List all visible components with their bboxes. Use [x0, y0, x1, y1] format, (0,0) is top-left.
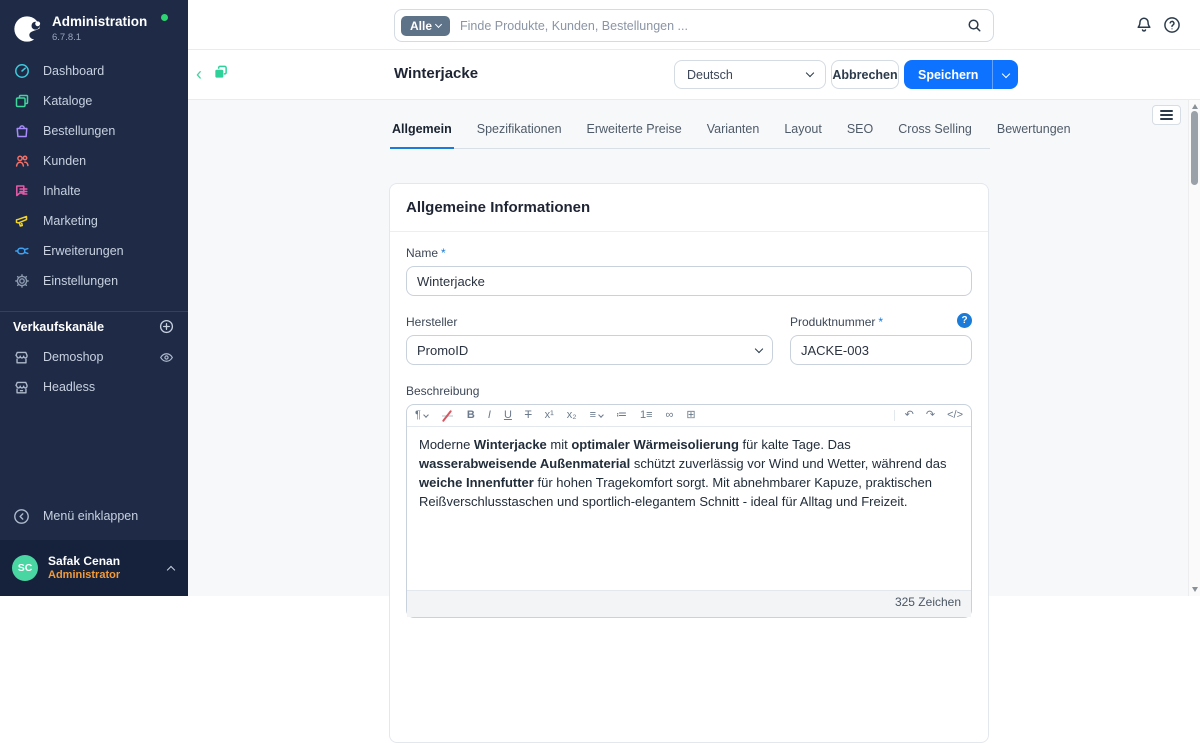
text-color-icon[interactable]	[441, 410, 454, 422]
save-button[interactable]: Speichern	[904, 60, 1018, 89]
search-icon	[967, 18, 982, 33]
page-header	[188, 50, 1200, 100]
chevron-down-icon	[806, 69, 814, 77]
paragraph-format-icon[interactable]: ¶	[415, 410, 428, 421]
cancel-button[interactable]: Abbrechen	[831, 60, 899, 89]
page-title: Winterjacke	[394, 65, 479, 82]
back-chevron-icon[interactable]: ‹	[196, 64, 202, 84]
tab-spezifikationen[interactable]: Spezifikationen	[476, 122, 562, 136]
product-number-label: Produktnummer *	[790, 315, 884, 329]
numbered-list-icon[interactable]: 1≡	[640, 409, 653, 421]
tab-allgemein[interactable]: Allgemein	[390, 114, 454, 149]
manufacturer-label: Hersteller	[406, 315, 458, 329]
tab-erweiterte-preise[interactable]: Erweiterte Preise	[586, 122, 682, 136]
avatar: SC	[12, 555, 38, 581]
subscript-icon[interactable]: x₂	[566, 409, 577, 421]
sidebar-item-label: Marketing	[43, 214, 98, 228]
save-split-dropdown[interactable]	[992, 60, 1018, 89]
duplicate-icon[interactable]	[213, 65, 228, 85]
marketing-icon	[13, 213, 30, 230]
scroll-down-arrow[interactable]	[1192, 587, 1198, 592]
undo-icon[interactable]: ↶	[904, 409, 914, 421]
sidebar-item-label: Erweiterungen	[43, 244, 124, 258]
collapse-circle-icon	[13, 508, 30, 525]
global-search[interactable]	[394, 9, 994, 42]
chevron-down-icon	[755, 344, 763, 352]
sidebar-item-kunden[interactable]	[0, 146, 188, 176]
language-select[interactable]: Deutsch	[674, 60, 826, 89]
sidebar-header	[0, 0, 188, 46]
rich-text-editor	[406, 404, 972, 618]
sidebar-item-headless[interactable]	[0, 372, 188, 402]
shopware-logo-icon	[12, 14, 42, 44]
description-content[interactable]: Moderne Winterjacke mit optimaler Wärmeisolierung für kalte Tage. Das wasserabweisende Außenmaterial schützt zuverlässig vor Wind und Wetter, während das weiche Innenfutter für hohen Tragekomfort sorgt. Mit abnehmbarer Kapuze, praktischen Reißverschlusstaschen und sportlich-elegantem Schnitt - ideal für Alltag und Freizeit.	[419, 437, 947, 509]
char-count: 325 Zeichen	[407, 590, 971, 617]
user-role: Administrator	[48, 568, 121, 581]
bold-icon[interactable]: B	[466, 409, 475, 421]
chevron-up-icon	[167, 565, 175, 573]
card-title: Allgemeine Informationen	[390, 184, 988, 232]
sidebar-item-einstellungen[interactable]	[0, 266, 188, 296]
main-content	[188, 100, 1200, 609]
sales-channels-heading: Verkaufskanäle	[0, 318, 188, 336]
scrollbar[interactable]	[1188, 100, 1200, 596]
name-input[interactable]	[406, 266, 972, 296]
sidebar-item-demoshop[interactable]	[0, 342, 188, 372]
tab-varianten[interactable]: Varianten	[706, 122, 760, 136]
description-label: Beschreibung	[406, 384, 480, 398]
extensions-icon	[13, 243, 30, 260]
sidebar-item-label: Dashboard	[43, 64, 105, 78]
sales-channel-label: Headless	[43, 380, 96, 394]
customers-icon	[13, 153, 30, 170]
app-version: 6.7.8.1	[52, 31, 82, 43]
storefront-icon	[13, 349, 30, 366]
info-icon[interactable]: ?	[957, 313, 972, 328]
sidebar-item-label: Bestellungen	[43, 124, 116, 138]
link-icon[interactable]: ∞	[665, 409, 674, 421]
storefront-icon	[13, 379, 30, 396]
sidebar-divider	[0, 311, 188, 312]
content-icon	[13, 183, 30, 200]
sidebar-item-label: Inhalte	[43, 184, 81, 198]
topbar	[188, 0, 1200, 50]
editor-toolbar-right	[894, 410, 963, 421]
sidebar-item-label: Einstellungen	[43, 274, 119, 288]
redo-icon[interactable]: ↷	[925, 409, 936, 421]
help-icon[interactable]	[1160, 13, 1184, 37]
app-title: Administration	[52, 14, 148, 30]
collapse-menu-button[interactable]	[0, 502, 188, 530]
sidebar-item-label: Kunden	[43, 154, 87, 168]
general-info-card	[389, 183, 989, 743]
add-sales-channel-icon[interactable]	[159, 319, 174, 336]
orders-icon	[13, 123, 30, 140]
sales-channel-list	[0, 342, 188, 402]
sidebar-item-label: Kataloge	[43, 94, 93, 108]
product-number-input[interactable]	[790, 335, 972, 365]
scrollbar-thumb[interactable]	[1191, 111, 1198, 185]
code-view-icon[interactable]: </>	[947, 409, 963, 421]
sidebar-item-bestellungen[interactable]	[0, 116, 188, 146]
chevron-down-icon	[435, 20, 442, 27]
catalogues-icon	[13, 93, 30, 110]
sidebar-item-erweiterungen[interactable]	[0, 236, 188, 266]
settings-icon	[13, 273, 30, 290]
bullet-list-icon[interactable]: ≔	[616, 409, 627, 421]
editor-toolbar	[407, 405, 971, 427]
search-input[interactable]	[460, 19, 967, 33]
context-menu-button[interactable]	[1152, 105, 1181, 125]
sidebar-item-kataloge[interactable]	[0, 86, 188, 116]
scroll-up-arrow[interactable]	[1192, 104, 1198, 109]
search-scope-dropdown[interactable]: Alle	[401, 16, 450, 36]
collapse-menu-label: Menü einklappen	[43, 509, 139, 523]
notifications-bell-icon[interactable]	[1132, 13, 1156, 37]
tab-bewertungen[interactable]: Bewertungen	[996, 122, 1071, 136]
underline-icon[interactable]: U	[503, 409, 512, 421]
tab-seo[interactable]: SEO	[846, 122, 874, 136]
table-icon[interactable]: ⊞	[686, 409, 696, 421]
manufacturer-select[interactable]: PromoID	[406, 335, 773, 365]
name-label: Name *	[406, 246, 446, 260]
editor-toolbar-left	[415, 410, 894, 422]
main-navigation	[0, 56, 188, 296]
user-menu[interactable]	[0, 540, 188, 596]
dashboard-icon	[13, 63, 30, 80]
sidebar-item-marketing[interactable]	[0, 206, 188, 236]
eye-icon[interactable]	[159, 350, 174, 365]
sidebar-item-dashboard[interactable]	[0, 56, 188, 86]
sidebar-item-inhalte[interactable]	[0, 176, 188, 206]
tab-layout[interactable]: Layout	[784, 122, 822, 136]
product-tabs	[390, 114, 1071, 149]
tab-cross-selling[interactable]: Cross Selling	[898, 122, 972, 136]
chevron-down-icon	[1002, 69, 1010, 77]
status-dot	[161, 14, 168, 21]
sidebar	[0, 0, 188, 596]
italic-icon[interactable]: I	[487, 409, 491, 421]
sales-channel-label: Demoshop	[43, 350, 104, 364]
user-name: Safak Cenan	[48, 553, 121, 568]
align-icon[interactable]: ≡	[590, 410, 603, 421]
superscript-icon[interactable]: x¹	[544, 409, 554, 421]
strikethrough-icon[interactable]: T	[524, 409, 532, 421]
